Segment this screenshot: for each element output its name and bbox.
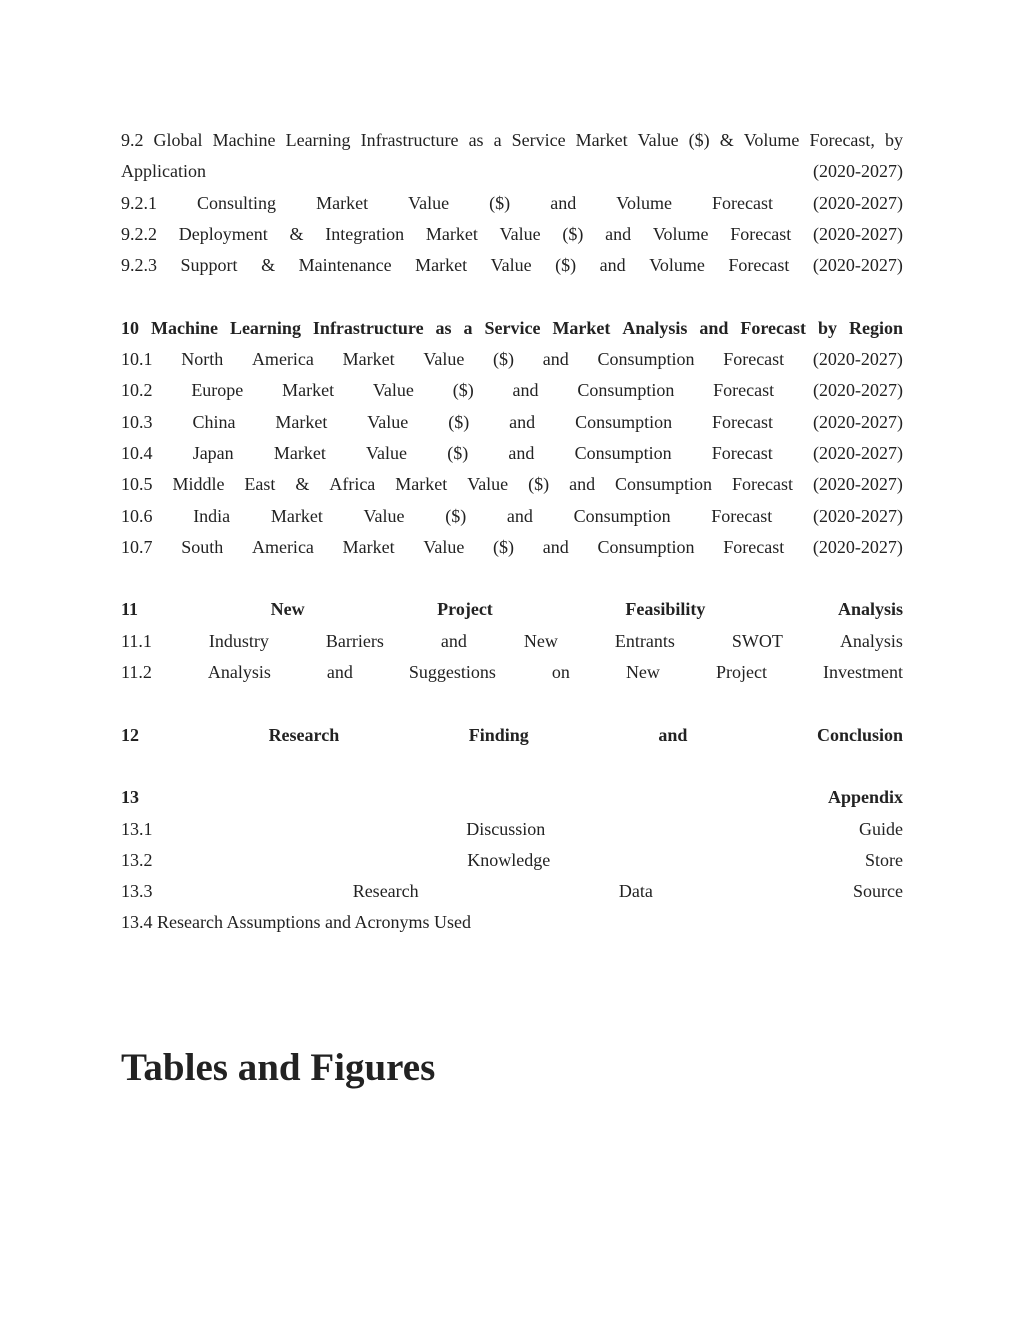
- toc-word: Value: [423, 536, 465, 557]
- toc-entry-13-3: [121, 876, 903, 907]
- toc-word: and: [569, 474, 596, 495]
- toc-word: Project: [715, 662, 767, 683]
- toc-entry-9-2-cont: [121, 156, 903, 187]
- toc-word: Value: [363, 505, 405, 526]
- toc-word: 13.1: [121, 818, 153, 839]
- toc-entry-10-5: [121, 469, 903, 500]
- toc-word: ($): [555, 255, 577, 276]
- toc-word: Infrastructure: [312, 317, 424, 338]
- toc-word: 9.2: [121, 130, 144, 150]
- toc-word: Investment: [822, 662, 903, 683]
- toc-word: 9.2.1: [121, 192, 157, 213]
- toc-word: and: [605, 223, 632, 244]
- toc-entry-13-2: [121, 845, 903, 876]
- toc-word: (2020-2027): [812, 411, 903, 432]
- toc-word: ($): [528, 474, 550, 495]
- toc-word: Analysis: [839, 630, 903, 651]
- toc-word: Analysis: [837, 599, 903, 620]
- toc-word: Volume: [616, 192, 672, 213]
- toc-word: (2020-2027): [812, 255, 903, 276]
- toc-word: Market: [273, 442, 326, 463]
- toc-word: Discussion: [466, 818, 546, 839]
- toc-entry-13-4: [121, 907, 903, 938]
- toc-word: Infrastructure: [360, 130, 459, 150]
- toc-word: ($): [493, 536, 515, 557]
- toc-word: China: [192, 411, 236, 432]
- toc-word: (2020-2027): [812, 442, 903, 463]
- toc-entry-10-3: [121, 407, 903, 438]
- toc-word: Global: [153, 130, 203, 150]
- toc-word: Forecast,: [809, 130, 875, 150]
- toc-word: 9.2.3: [121, 255, 157, 276]
- toc-word: and: [326, 662, 353, 683]
- blank-line: [121, 751, 903, 782]
- toc-chapter-heading-12: [121, 720, 903, 751]
- toc-word: ($): [448, 411, 470, 432]
- toc-word: Industry: [208, 630, 269, 651]
- toc-word: as: [468, 130, 484, 150]
- toc-word: Market: [342, 349, 395, 370]
- toc-word: Deployment: [178, 223, 268, 244]
- toc-word: ($): [688, 130, 710, 150]
- toc-word: Market: [316, 192, 369, 213]
- toc-word: Consumption: [615, 474, 713, 495]
- toc-entry-13-1: [121, 814, 903, 845]
- toc-word: Middle: [172, 474, 225, 495]
- toc-word: 13: [121, 787, 139, 808]
- toc-word: Market: [395, 474, 448, 495]
- toc-word: Forecast: [711, 505, 773, 526]
- toc-word: and: [512, 380, 539, 401]
- toc-word: Forecast: [730, 223, 792, 244]
- toc-word: New: [270, 599, 305, 620]
- toc-word: &: [295, 474, 310, 495]
- toc-entry-9-2-2: [121, 219, 903, 250]
- toc-word: Forecast: [711, 192, 773, 213]
- toc-word: (2020-2027): [813, 192, 903, 213]
- toc-word: (2020-2027): [813, 161, 903, 182]
- toc-word: and: [542, 536, 569, 557]
- toc-word: North: [181, 349, 224, 370]
- toc-word: ($): [445, 505, 467, 526]
- toc-entry-11-1: [121, 626, 903, 657]
- toc-word: Service: [511, 130, 566, 150]
- toc-word: Research: [268, 724, 340, 745]
- toc-word: Market: [270, 505, 323, 526]
- toc-word: SWOT: [731, 630, 783, 651]
- toc-entry-9-2-3: [121, 250, 903, 281]
- toc-word: ($): [447, 442, 469, 463]
- toc-entry-10-2: [121, 375, 903, 406]
- blank-line: [121, 688, 903, 719]
- toc-word: Value: [637, 130, 679, 150]
- toc-word: Finding: [468, 724, 529, 745]
- toc-chapter-heading-11: [121, 594, 903, 625]
- toc-word: Forecast: [723, 536, 785, 557]
- toc-word: 10.6: [121, 505, 153, 526]
- toc-word: 10.1: [121, 349, 153, 370]
- toc-word: Market: [425, 223, 478, 244]
- toc-word: Barriers: [325, 630, 384, 651]
- toc-word: Consumption: [573, 505, 671, 526]
- toc-word: Value: [366, 442, 408, 463]
- toc-word: Market: [275, 411, 328, 432]
- toc-word: (2020-2027): [812, 505, 903, 526]
- toc-word: and: [550, 192, 577, 213]
- toc-word: East: [244, 474, 276, 495]
- toc-word: and: [506, 505, 533, 526]
- toc-word: Consulting: [197, 192, 277, 213]
- toc-word: Forecast: [711, 442, 773, 463]
- section-heading: Tables and Figures: [121, 1046, 436, 1089]
- toc-word: Suggestions: [408, 662, 496, 683]
- toc-word: Machine: [212, 130, 276, 150]
- toc-entry-10-7: [121, 532, 903, 563]
- toc-word: 13.4 Research Assumptions and Acronyms Used: [121, 912, 471, 933]
- toc-word: (2020-2027): [812, 349, 903, 370]
- toc-word: Market: [282, 380, 335, 401]
- toc-word: by: [818, 317, 838, 338]
- toc-word: Application: [121, 161, 206, 182]
- toc-word: America: [251, 536, 314, 557]
- toc-word: Consumption: [575, 411, 673, 432]
- toc-word: Entrants: [614, 630, 675, 651]
- toc-word: Learning: [229, 317, 301, 338]
- toc-word: Integration: [325, 223, 405, 244]
- toc-word: Project: [437, 599, 493, 620]
- toc-word: Volume: [649, 255, 705, 276]
- toc-word: ($): [493, 349, 515, 370]
- toc-word: Knowledge: [467, 849, 551, 870]
- toc-word: 10.3: [121, 411, 153, 432]
- toc-word: 11.1: [121, 630, 152, 651]
- toc-word: 9.2.2: [121, 223, 157, 244]
- toc-entry-10-6: [121, 501, 903, 532]
- toc-word: Support: [180, 255, 238, 276]
- toc-word: and: [699, 317, 729, 338]
- toc-word: Machine: [150, 317, 218, 338]
- toc-word: Africa: [329, 474, 376, 495]
- toc-entry-9-2-1: [121, 188, 903, 219]
- toc-word: and: [542, 349, 569, 370]
- toc-word: Forecast: [732, 474, 793, 495]
- toc-word: Guide: [858, 818, 903, 839]
- toc-chapter-heading-10: [121, 313, 903, 344]
- toc-entry-10-4: [121, 438, 903, 469]
- toc-word: Market: [342, 536, 395, 557]
- toc-entry-9-2: [121, 125, 903, 156]
- toc-word: a: [463, 317, 473, 338]
- toc-word: 10.7: [121, 536, 153, 557]
- toc-word: ($): [452, 380, 474, 401]
- toc-word: 10.5: [121, 474, 153, 495]
- toc-word: Research: [352, 881, 419, 902]
- toc-word: &: [289, 223, 304, 244]
- toc-word: Source: [853, 881, 903, 902]
- table-of-contents: [121, 125, 903, 939]
- toc-word: Store: [864, 849, 903, 870]
- toc-word: Consumption: [574, 442, 672, 463]
- toc-word: Analysis: [207, 662, 271, 683]
- toc-word: Forecast: [723, 349, 785, 370]
- toc-word: New: [625, 662, 660, 683]
- toc-word: Region: [848, 317, 903, 338]
- toc-word: Conclusion: [816, 724, 903, 745]
- toc-word: 10.2: [121, 380, 153, 401]
- toc-word: Market: [575, 130, 628, 150]
- toc-word: South: [181, 536, 224, 557]
- toc-word: and: [509, 411, 536, 432]
- toc-word: Value: [490, 255, 532, 276]
- toc-word: Forecast: [712, 411, 774, 432]
- toc-word: Japan: [192, 442, 234, 463]
- toc-word: Maintenance: [298, 255, 392, 276]
- toc-word: and: [440, 630, 467, 651]
- toc-word: New: [523, 630, 558, 651]
- toc-word: Service: [484, 317, 541, 338]
- toc-word: Appendix: [827, 787, 903, 808]
- toc-word: on: [551, 662, 570, 683]
- toc-word: ($): [562, 223, 584, 244]
- toc-word: Consumption: [577, 380, 675, 401]
- toc-word: Volume: [743, 130, 800, 150]
- toc-word: 13.3: [121, 881, 153, 902]
- toc-word: 11: [121, 599, 139, 620]
- toc-word: by: [884, 130, 903, 150]
- toc-word: a: [493, 130, 502, 150]
- toc-word: Europe: [191, 380, 244, 401]
- toc-word: 10: [121, 317, 139, 338]
- toc-word: Volume: [652, 223, 709, 244]
- toc-word: 12: [121, 724, 139, 745]
- toc-word: Market: [415, 255, 468, 276]
- toc-word: Consumption: [597, 536, 695, 557]
- toc-chapter-heading-13: [121, 782, 903, 813]
- toc-word: (2020-2027): [812, 223, 903, 244]
- toc-word: Forecast: [740, 317, 807, 338]
- toc-word: Feasibility: [625, 599, 706, 620]
- toc-word: (2020-2027): [812, 380, 903, 401]
- toc-word: (2020-2027): [812, 536, 903, 557]
- toc-word: &: [719, 130, 734, 150]
- toc-word: 10.4: [121, 442, 153, 463]
- toc-word: Value: [408, 192, 450, 213]
- toc-word: Data: [618, 881, 653, 902]
- toc-word: 13.2: [121, 849, 153, 870]
- toc-word: Value: [372, 380, 414, 401]
- toc-entry-10-1: [121, 344, 903, 375]
- toc-word: as: [435, 317, 452, 338]
- toc-word: and: [508, 442, 535, 463]
- blank-line: [121, 281, 903, 312]
- toc-word: Value: [499, 223, 541, 244]
- toc-word: Learning: [285, 130, 351, 150]
- toc-word: Value: [423, 349, 465, 370]
- toc-word: 11.2: [121, 662, 152, 683]
- blank-line: [121, 563, 903, 594]
- toc-word: &: [261, 255, 276, 276]
- toc-word: India: [193, 505, 231, 526]
- toc-word: ($): [489, 192, 511, 213]
- toc-word: (2020-2027): [812, 474, 903, 495]
- toc-word: and: [658, 724, 688, 745]
- toc-word: Analysis: [622, 317, 688, 338]
- toc-word: America: [251, 349, 314, 370]
- toc-word: Consumption: [597, 349, 695, 370]
- toc-word: Value: [467, 474, 509, 495]
- toc-word: Market: [552, 317, 611, 338]
- toc-entry-11-2: [121, 657, 903, 688]
- toc-word: Forecast: [728, 255, 790, 276]
- toc-word: Forecast: [713, 380, 775, 401]
- toc-word: Value: [367, 411, 409, 432]
- toc-word: and: [599, 255, 626, 276]
